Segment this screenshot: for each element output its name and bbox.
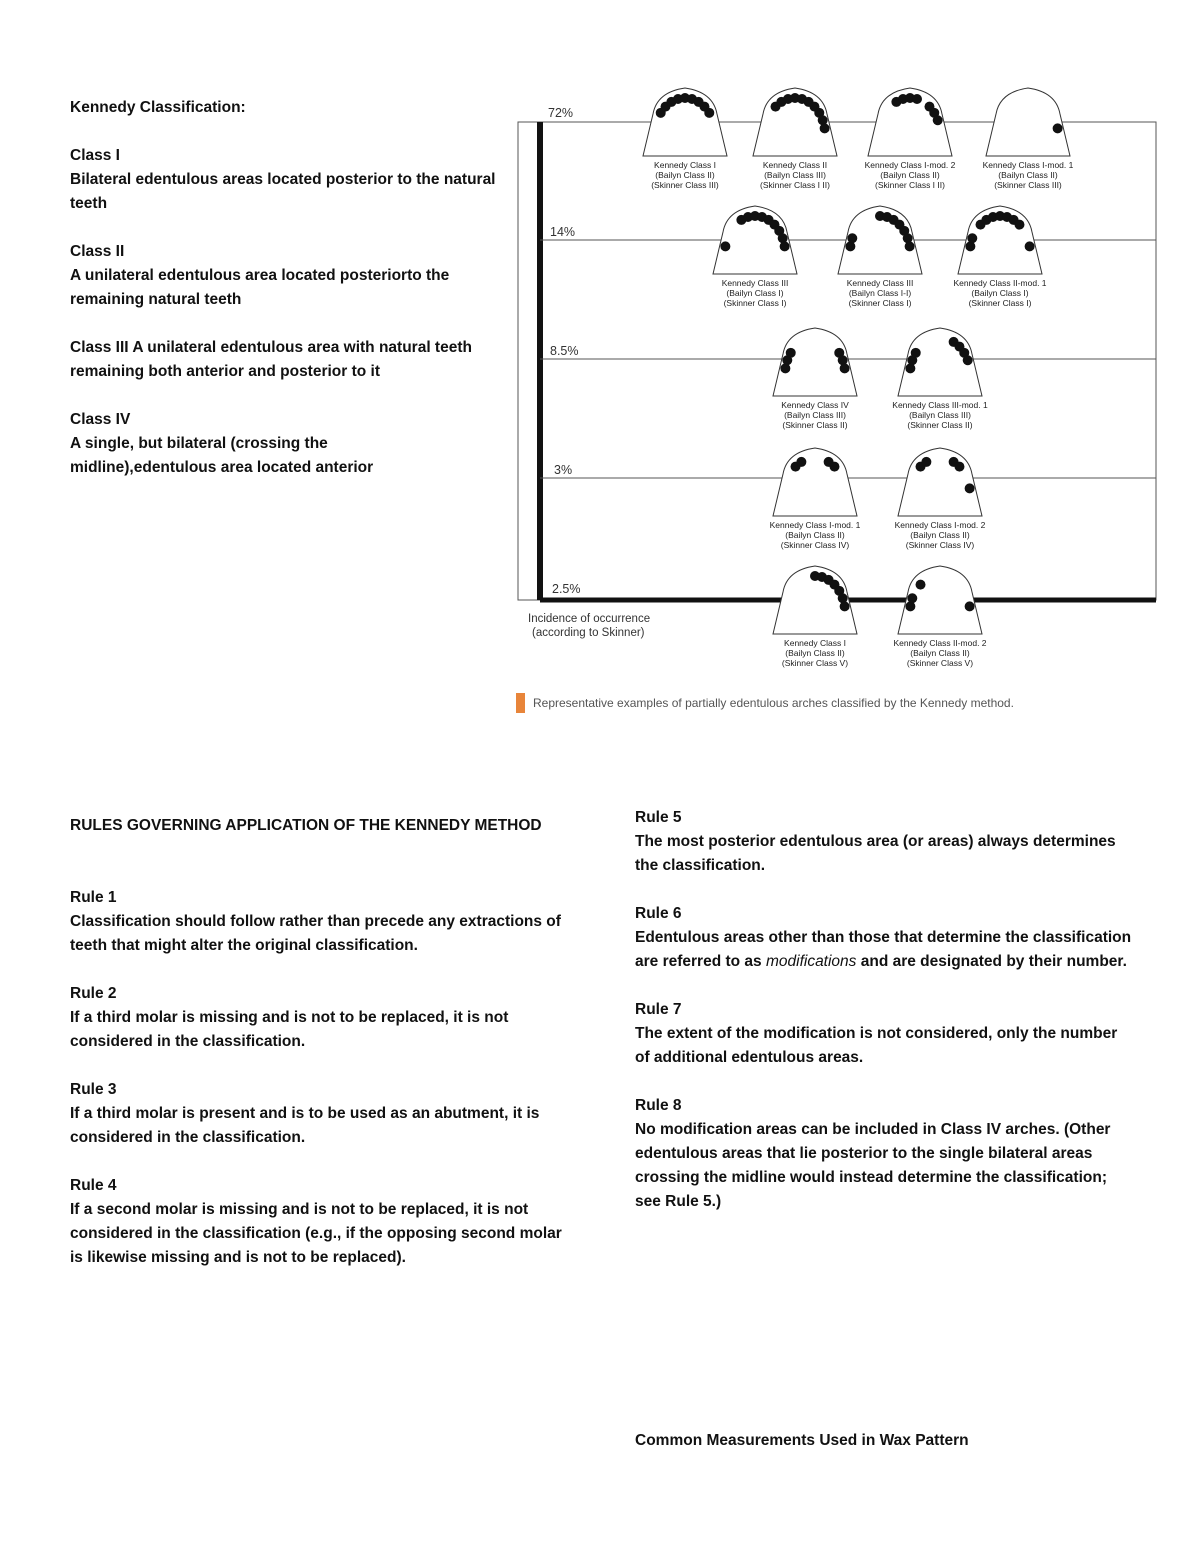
tooth-mark <box>954 462 964 472</box>
rule-text: If a third molar is present and is to be used as an abutment, it is considered in the classification. <box>70 1105 540 1146</box>
arch-label: Kennedy Class IV <box>781 400 849 410</box>
arch-label: (Bailyn Class II) <box>910 530 970 540</box>
tooth-mark <box>1014 220 1024 230</box>
arch-illustration <box>892 328 988 430</box>
tooth-mark <box>796 457 806 467</box>
tooth-mark <box>963 355 973 365</box>
percentage-label: 3% <box>554 463 573 477</box>
tooth-mark <box>933 115 943 125</box>
caption-marker <box>516 693 525 713</box>
tooth-mark <box>786 348 796 358</box>
arch-label: Kennedy Class I <box>784 638 846 648</box>
tooth-mark <box>780 241 790 251</box>
rules-right-column <box>635 806 1135 1214</box>
rule-title: Rule 8 <box>635 1097 682 1114</box>
arch-label: Kennedy Class I-mod. 1 <box>769 520 861 530</box>
class-description: Bilateral edentulous areas located posterior to the natural teeth <box>70 171 496 212</box>
arch-outline <box>898 448 982 516</box>
tooth-mark <box>1053 123 1063 133</box>
arch-illustration <box>770 448 861 550</box>
kennedy-figure <box>510 76 1170 716</box>
arch-illustration <box>983 88 1074 190</box>
arch-label: Kennedy Class III <box>846 278 914 288</box>
rule-text: Edentulous areas other than those that determine the classification are referred to as modifications and are designated by their number. <box>635 929 1132 970</box>
modifications-term: modifications <box>765 953 857 970</box>
percentage-label: 8.5% <box>550 344 579 358</box>
tooth-mark <box>820 123 830 133</box>
class-description: A unilateral edentulous area located posteriorto the remaining natural teeth <box>70 267 450 308</box>
arch-label: (Bailyn Class I) <box>726 288 784 298</box>
arch-label: (Skinner Class III) <box>994 180 1062 190</box>
incidence-label: Incidence of occurrence <box>528 613 651 625</box>
arch-label: (Skinner Class IV) <box>780 540 850 550</box>
arch-label: (Skinner Class V) <box>781 658 849 668</box>
arch-label: (Bailyn Class II) <box>910 648 970 658</box>
arch-label: (Bailyn Class I-I) <box>848 288 912 298</box>
rule-title: Rule 2 <box>70 985 117 1002</box>
tooth-mark <box>720 241 730 251</box>
arch-label: Kennedy Class I-mod. 2 <box>864 160 956 170</box>
kennedy-classification-section <box>70 96 500 480</box>
class-title: Class IV <box>70 411 131 428</box>
rule-title: Rule 7 <box>635 1001 682 1018</box>
percentage-label: 14% <box>550 225 576 239</box>
arch-outline <box>773 448 857 516</box>
arch-label: (Skinner Class II) <box>907 420 973 430</box>
tooth-mark <box>840 363 850 373</box>
class-title: Class III <box>70 339 129 356</box>
arch-illustration <box>643 88 727 190</box>
incidence-label: (according to Skinner) <box>532 627 645 639</box>
tooth-mark <box>840 601 850 611</box>
arch-label: Kennedy Class I <box>654 160 716 170</box>
class-iii-line <box>70 336 500 384</box>
rules-heading: RULES GOVERNING APPLICATION OF THE KENNEDY METHOD <box>70 817 542 834</box>
arch-illustration <box>773 328 857 430</box>
arch-illustration <box>838 206 922 308</box>
arch-label: (Bailyn Class II) <box>655 170 715 180</box>
class-title: Class II <box>70 243 125 260</box>
arch-label: (Skinner Class III) <box>651 180 719 190</box>
arch-label: (Skinner Class IV) <box>905 540 975 550</box>
rule-text: If a third molar is missing and is not to be replaced, it is not considered in the classification. <box>70 1009 509 1050</box>
arch-illustration <box>753 88 837 190</box>
rule-title: Rule 6 <box>635 905 682 922</box>
tooth-mark <box>912 94 922 104</box>
arch-label: (Bailyn Class III) <box>784 410 846 420</box>
rule-title: Rule 4 <box>70 1177 117 1194</box>
arch-label: (Skinner Class I II) <box>875 180 945 190</box>
arch-label: (Skinner Class I) <box>968 298 1032 308</box>
figure-caption: Representative examples of partially edentulous arches classified by the Kennedy method. <box>533 696 1014 710</box>
arch-label: (Bailyn Class I) <box>971 288 1029 298</box>
arch-illustration <box>865 88 956 190</box>
percentage-label: 2.5% <box>552 582 581 596</box>
rule-title: Rule 1 <box>70 889 117 906</box>
arch-label: (Bailyn Class II) <box>785 648 845 658</box>
arch-label: (Skinner Class V) <box>906 658 974 668</box>
tooth-mark <box>907 593 917 603</box>
rule-text: No modification areas can be included in Class IV arches. (Other edentulous areas that lie posterior to the single bilateral areas crossing the midline would instead determine the classification; see Rule 5.) <box>635 1121 1111 1210</box>
arch-label: (Bailyn Class II) <box>998 170 1058 180</box>
arch-label: (Bailyn Class II) <box>785 530 845 540</box>
arch-label: (Skinner Class I) <box>723 298 787 308</box>
tooth-mark <box>704 108 714 118</box>
arch-label: Kennedy Class I-mod. 2 <box>894 520 986 530</box>
arch-illustration <box>713 206 797 308</box>
arch-illustration <box>895 448 986 550</box>
arch-label: Kennedy Class I-mod. 1 <box>982 160 1074 170</box>
tooth-mark <box>847 233 857 243</box>
arch-label: (Skinner Class I) <box>848 298 912 308</box>
class-title: Class I <box>70 147 120 164</box>
class-description: A unilateral edentulous area with natural teeth remaining both anterior and posterior to it <box>70 339 472 380</box>
rule-text: If a second molar is missing and is not to be replaced, it is not considered in the classification (e.g., if the opposing second molar is likewise missing and is not to be replaced). <box>70 1201 562 1266</box>
tooth-mark <box>965 601 975 611</box>
rule-title: Rule 3 <box>70 1081 117 1098</box>
tooth-mark <box>829 462 839 472</box>
tooth-mark <box>967 233 977 243</box>
arch-label: (Bailyn Class II) <box>880 170 940 180</box>
percentage-label: 72% <box>548 106 574 120</box>
tooth-mark <box>916 580 926 590</box>
tooth-mark <box>965 483 975 493</box>
arch-label: Kennedy Class III <box>721 278 789 288</box>
arch-illustration <box>893 566 986 668</box>
tooth-mark <box>1025 241 1035 251</box>
rule-title: Rule 5 <box>635 809 682 826</box>
arch-label: (Bailyn Class III) <box>909 410 971 420</box>
rule-text: The extent of the modification is not considered, only the number of additional edentulous areas. <box>635 1025 1118 1066</box>
wax-pattern-heading: Common Measurements Used in Wax Pattern <box>635 1432 969 1449</box>
arch-label: (Skinner Class II) <box>782 420 848 430</box>
arch-diagram <box>510 76 1170 716</box>
arch-label: Kennedy Class II <box>762 160 828 170</box>
arch-label: (Bailyn Class III) <box>764 170 826 180</box>
rule-text: Classification should follow rather than precede any extractions of teeth that might alter the original classification. <box>70 913 561 954</box>
arch-illustration <box>773 566 857 668</box>
arch-outline <box>986 88 1070 156</box>
arch-label: (Skinner Class I II) <box>760 180 830 190</box>
arch-label: Kennedy Class II-mod. 2 <box>893 638 987 648</box>
rule-text: The most posterior edentulous area (or areas) always determines the classification. <box>635 833 1116 874</box>
arch-label: Kennedy Class III-mod. 1 <box>892 400 988 410</box>
arch-illustration <box>953 206 1046 308</box>
tooth-mark <box>905 241 915 251</box>
arch-label: Kennedy Class II-mod. 1 <box>953 278 1047 288</box>
class-description: A single, but bilateral (crossing the midline),edentulous area located anterior <box>70 435 374 476</box>
tooth-mark <box>921 457 931 467</box>
tooth-mark <box>911 348 921 358</box>
rules-left-column <box>70 814 570 1270</box>
section-heading: Kennedy Classification: <box>70 99 246 116</box>
